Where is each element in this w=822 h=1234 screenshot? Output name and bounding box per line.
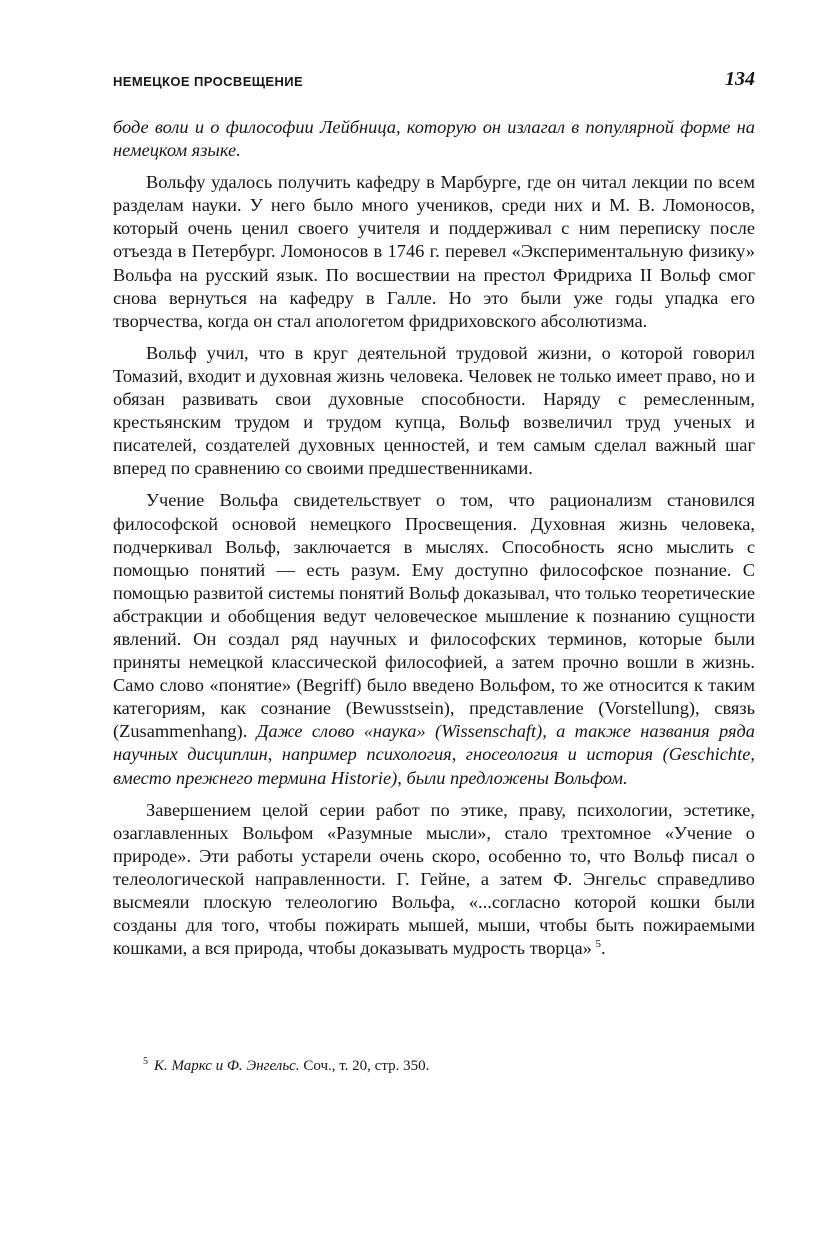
running-title: НЕМЕЦКОЕ ПРОСВЕЩЕНИЕ [113, 74, 304, 89]
paragraph-text: Вольфу удалось получить кафедру в Марбурге, где он читал лекции по всем разделам науки. У него было много учеников, среди них и М. В. Ломоносов, который очень ценил своего учителя и поддерживал с ним переписку после отъезда в Петербург. Ломоносов в 1746 г. перевел «Экспериментальную физику» Вольфа на русский язык. По восшествии на престол Фридриха II Вольф смог снова вернуться на кафедру в Галле. Но это были уже годы упадка его творчества, когда он стал апологетом фридриховского абсолютизма. [113, 172, 755, 331]
page-header [113, 66, 755, 94]
paragraph [113, 489, 755, 789]
body-text [113, 116, 755, 960]
footnote-reference: 5 [595, 938, 601, 951]
footnote-mark: 5 [143, 1056, 148, 1067]
paragraph [113, 171, 755, 333]
paragraph-text: Вольф учил, что в круг деятельной трудовой жизни, о которой говорил Томазий, входит и духовная жизнь человека. Человек не только имеет право, но и обязан развивать свои духовные способности. Наряду с ремесленным, крестьянским трудом и трудом купца, Вольф возвеличил труд ученых и писателей, создателей духовных ценностей, и тем самым сделал важный шаг вперед по сравнению со своими предшественниками. [113, 342, 755, 479]
footnote-authors: К. Маркс и Ф. Энгельс. [154, 1058, 300, 1074]
paragraph [113, 116, 755, 162]
paragraph [113, 799, 755, 961]
paragraph-text: Завершением целой серии работ по этике, праву, психологии, эстетике, озаглавленных Вольфом «Разумные мысли», стало трехтомное «Учение о природе». Эти работы устарели очень скоро, особенно то, что Вольф писал о телеологической направленности. Г. Гейне, а затем Ф. Энгельс справедливо высмеяли плоскую телеологию Вольфа, «...согласно которой кошки были созданы для того, чтобы пожирать мышей, мыши, чтобы быть пожираемыми кошками, а вся природа, чтобы доказывать мудрость творца» [113, 799, 755, 959]
footnote [143, 1056, 753, 1076]
page-number: 134 [725, 68, 755, 90]
paragraph [113, 342, 755, 481]
paragraph-text: Учение Вольфа свидетельствует о том, что рационализм становился философской основой немецкого Просвещения. Духовная жизнь человека, подчеркивал Вольф, заключается в мыслях. Способность ясно мыслить с помощью понятий — есть разум. Ему доступно философское познание. С помощью развитой системы понятий Вольф доказывал, что только теоретические абстракции и обобщения ведут человеческое мышление к познанию сущности явлений. Он создал ряд научных и философских терминов, которые были приняты немецкой классической философией, а затем прочно вошли в жизнь. Само слово «понятие» (Begriff) было введено Вольфом, то же относится к таким категориям, как сознание (Bewusstsein), представление (Vorstellung), связь (Zusammenhang). [113, 490, 755, 742]
paragraph-end: . [601, 938, 606, 959]
paragraph-text: боде воли и о философии Лейбница, которую он излагал в популярной форме на немецком языке. [113, 117, 755, 161]
paragraph-text-italic: Даже слово «наука» (Wissenschaft), а также названия ряда научных дисциплин, например психология, гносеология и история (Geschichte, вместо прежнего термина Historie), были предложены Вольфом. [113, 721, 755, 788]
footnote-text: Соч., т. 20, стр. 350. [303, 1058, 430, 1074]
